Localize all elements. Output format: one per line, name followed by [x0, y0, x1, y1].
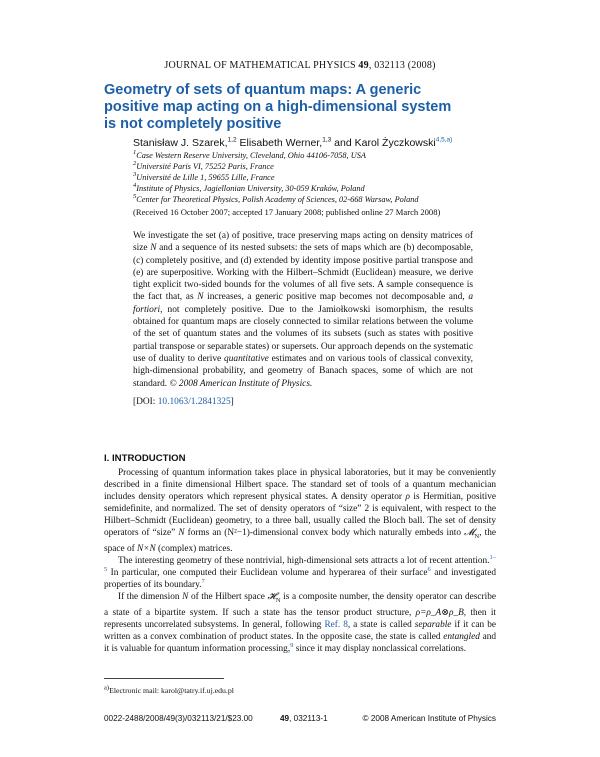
math-hilbert-space: 𝓗	[267, 592, 276, 603]
text-run: and it is valuable for quantum information processing,	[104, 632, 496, 655]
text-run: , then it represents uncorrelated subsystems. In general, following	[104, 608, 496, 631]
author-3: and Karol Życzkowski	[331, 137, 436, 149]
text-run: -dimensional convex body which naturally embeds into	[249, 528, 465, 539]
affiliation-item	[133, 150, 493, 161]
author-1: Stanisław J. Szarek,	[133, 137, 228, 149]
footer-volume: 49	[280, 714, 290, 723]
text-run: forms an	[184, 528, 225, 539]
abstract-text: , not completely positive. Due to the Jamiołkowski isomorphism, the results obtained for quantum maps are closely connected to similar relations between the volume of the set of quantum states and the volumes of its subsets (such as states with positive partial transpose or separable states) or supersets. Our approach depends on the systematic use of duality to derive	[133, 304, 473, 364]
citation-link[interactable]: 9	[290, 642, 294, 650]
paragraph	[104, 555, 496, 591]
journal-name: JOURNAL OF MATHEMATICAL PHYSICS	[164, 60, 356, 71]
affiliation-num: 5	[133, 193, 137, 201]
author-2: Elisabeth Werner,	[236, 137, 323, 149]
author-3-affil: 4,5,a)	[435, 136, 453, 144]
affiliation-num: 2	[133, 160, 137, 168]
term-separable: separable	[414, 620, 452, 631]
footnote	[104, 686, 234, 695]
paper-title: Geometry of sets of quantum maps: A generic positive map acting on a high-dimensional system is not completely positive	[104, 82, 452, 132]
affiliation-item	[133, 183, 493, 194]
journal-header	[0, 60, 600, 71]
journal-volume: 49	[358, 60, 369, 71]
math-tensor-product: ρ=ρ_A⊗ρ_B	[415, 608, 464, 619]
affiliation-list	[133, 150, 493, 205]
footnote-mark: a)	[104, 684, 110, 692]
author-1-affil: 1,2	[227, 136, 237, 144]
footer-copyright: © 2008 American Institute of Physics	[362, 714, 496, 723]
received-dates: (Received 16 October 2007; accepted 17 January 2008; published online 27 March 2008)	[133, 207, 441, 217]
affiliation-item	[133, 194, 493, 205]
affiliation-num: 1	[133, 149, 137, 157]
text-run: If the dimension	[118, 592, 183, 603]
abstract-copyright: © 2008 American Institute of Physics.	[169, 378, 313, 389]
journal-article: , 032113 (2008)	[368, 60, 436, 71]
term-entangled: entangled	[443, 632, 480, 643]
abstract-emphasis: quantitative	[224, 353, 269, 364]
affiliation-text: Institute of Physics, Jagiellonian University, 30-059 Kraków, Poland	[136, 184, 365, 193]
math-subscript: N	[474, 533, 480, 541]
affiliation-text: Université de Lille 1, 59655 Lille, France	[136, 173, 275, 182]
math-dimension: (N²−1)	[224, 528, 250, 539]
affiliation-num: 4	[133, 182, 137, 190]
footnote-email: Electronic mail: karol@tatry.if.uj.edu.pl	[109, 686, 234, 695]
text-run: and investigated properties of its boundary.	[104, 568, 496, 591]
affiliation-item	[133, 172, 493, 183]
footer-page-number	[280, 714, 328, 723]
footnote-divider	[104, 678, 224, 679]
footer-page: , 032113-1	[289, 714, 328, 723]
paragraph	[104, 467, 496, 555]
author-list	[133, 137, 493, 149]
text-run: Processing of quantum information takes place in physical laboratories, but it may be conveniently described in a finite dimensional Hilbert space. The standard set of tools of a quantum mechanician includes density operators which represent physical states. A density operator	[104, 468, 496, 503]
abstract-text: We investigate the set (a) of positive, trace preserving maps acting on density matrices of size	[133, 231, 473, 254]
author-2-affil: 1,3	[322, 136, 332, 144]
affiliation-text: Center for Theoretical Physics, Polish Academy of Sciences, 02-668 Warsaw, Poland	[136, 195, 419, 204]
text-run: is a composite number, the density operator can describe a state of a bipartite system. If such a state has the tensor product structure,	[104, 592, 497, 619]
math-n: N	[197, 292, 204, 303]
text-run: is Hermitian, positive semidefinite, and normalized. The set of density operators of “size” 2 is equivalent, with respect to the Hilbert–Schmidt (Euclidean) geometry, to a three ball, usually called the Bloch ball. The set of density operators of “size”	[104, 492, 497, 539]
math-n: N	[178, 528, 185, 539]
math-nxn: N×N	[137, 544, 156, 555]
math-matrix-space: 𝓜	[464, 528, 475, 539]
affiliation-text: Université Paris VI, 75252 Paris, France	[136, 162, 274, 171]
text-run: , a state is called	[347, 620, 415, 631]
abstract-text: increases, a generic positive map becomes not decomposable and,	[203, 292, 469, 303]
math-rho: ρ	[405, 492, 410, 503]
text-run: The interesting geometry of these nontrivial, high-dimensional sets attracts a lot of recent attention.	[118, 556, 490, 567]
text-run: (complex) matrices.	[155, 544, 233, 555]
math-n: N	[150, 243, 157, 254]
affiliation-text: Case Western Reserve University, Cleveland, Ohio 44106-7058, USA	[136, 151, 366, 160]
affiliation-item	[133, 161, 493, 172]
abstract-emphasis: a fortiori	[133, 292, 473, 315]
math-subscript: N	[275, 597, 281, 605]
text-run: In particular, one computed their Euclidean volume and hyperarea of their surface	[107, 568, 428, 579]
introduction-body	[104, 467, 496, 655]
citation-link[interactable]: 7	[201, 578, 205, 586]
affiliation-num: 3	[133, 171, 137, 179]
footer-issn: 0022-2488/2008/49(3)/032113/21/$23.00	[104, 714, 253, 723]
doi-prefix: [DOI:	[133, 397, 158, 407]
doi-line	[133, 397, 234, 407]
citation-link[interactable]: 6	[427, 566, 431, 574]
text-run: , the space of	[104, 528, 496, 555]
doi-link[interactable]: 10.1063/1.2841325	[157, 397, 231, 407]
text-run: if it can be written as a convex combination of product states. In the opposite case, the state is called	[104, 620, 496, 643]
abstract-text: and a sequence of its nested subsets: the sets of maps which are (b) decomposable, (c) completely positive, and (d) extended by identity impose positive partial transpose and (e) are superpositive. Working with the Hilbert–Schmidt (Euclidean) measure, we derive tight explicit two-sided bounds for the volumes of all five sets. A sample consequence is the fact that, as	[133, 243, 474, 303]
math-n: N	[182, 592, 189, 603]
text-run: since it may display nonclassical correlations.	[293, 644, 467, 655]
doi-suffix: ]	[230, 397, 234, 407]
text-run: of the Hilbert space	[188, 592, 268, 603]
citation-link[interactable]: 1–5	[104, 554, 496, 574]
reference-link[interactable]: Ref. 8	[324, 620, 348, 631]
abstract	[133, 230, 473, 390]
abstract-text: estimates and on various tools of classical convexity, high-dimensional probability, and geometry of Banach spaces, some of which are not standard.	[133, 353, 473, 389]
paragraph	[104, 591, 496, 655]
section-heading: I. INTRODUCTION	[104, 453, 186, 464]
